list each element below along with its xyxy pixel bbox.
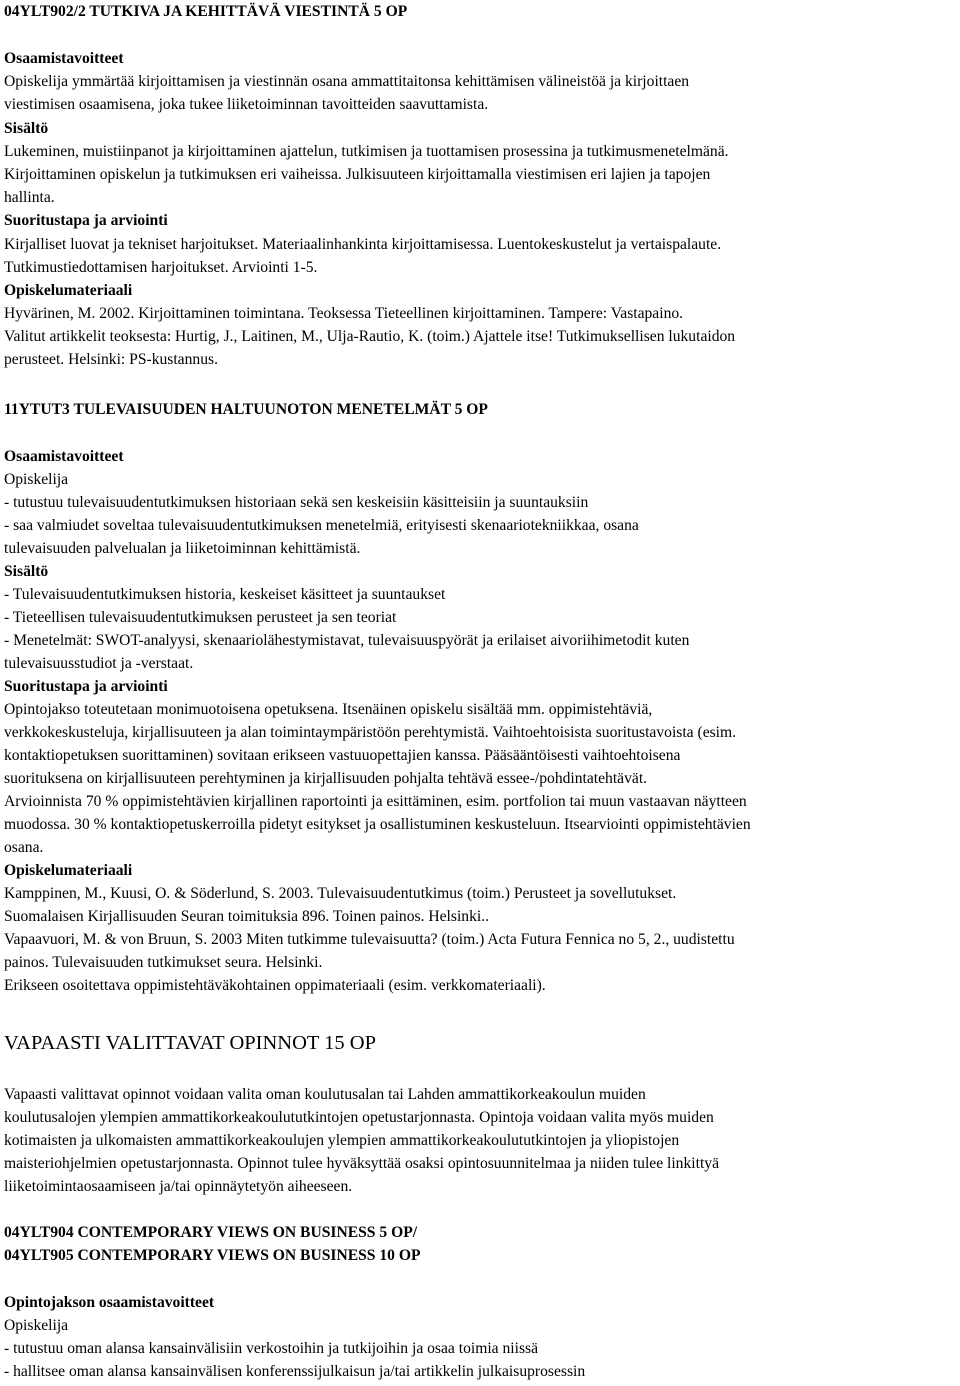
section-heading-sisalto: Sisältö (4, 563, 49, 580)
body-line: perusteet. Helsinki: PS-kustannus. (4, 351, 218, 368)
body-line: - saa valmiudet soveltaa tulevaisuudentutkimuksen menetelmiä, erityisesti skenaariotekniikkaa, osana (4, 517, 639, 534)
body-line: - tutustuu tulevaisuudentutkimuksen historiaan sekä sen keskeisiin käsitteisiin ja suuntauksiin (4, 494, 589, 511)
body-line: Hyvärinen, M. 2002. Kirjoittaminen toimintana. Teoksessa Tieteellinen kirjoittaminen. Tampere: Vastapaino. (4, 305, 684, 322)
body-line: kontaktiopetuksen suorittaminen) sovitaan erikseen vastuuopettajien kanssa. Pääsääntöisesti vaihtoehtoisena (4, 747, 681, 764)
body-line: suorituksena on kirjallisuuteen perehtyminen ja kirjallisuuden pohjalta tehtävä essee-/pohdintatehtävät. (4, 770, 648, 787)
body-line: - Tieteellisen tulevaisuudentutkimuksen perusteet ja sen teoriat (4, 609, 397, 626)
section-heading-suoritustapa: Suoritustapa ja arviointi (4, 678, 168, 695)
body-line: liiketoimintaosaamiseen ja/tai opinnäytetyön aiheeseen. (4, 1178, 353, 1195)
body-line: tulevaisuuden palvelualan ja liiketoiminnan kehittämistä. (4, 540, 361, 557)
body-line: - Menetelmät: SWOT-analyysi, skenaariolähestymistavat, tulevaisuuspyörät ja erilaiset aivoriihimetodit kuten (4, 632, 690, 649)
body-line: Kirjoittaminen opiskelun ja tutkimuksen eri vaiheissa. Julkisuuteen kirjoittamalla viestimisen eri lajien ja tapojen (4, 166, 711, 183)
chapter-title: VAPAASTI VALITTAVAT OPINNOT 15 OP (4, 1032, 377, 1054)
body-line: Suomalaisen Kirjallisuuden Seuran toimituksia 896. Toinen painos. Helsinki.. (4, 908, 490, 925)
body-line: hallinta. (4, 189, 55, 206)
course-title: 04YLT902/2 TUTKIVA JA KEHITTÄVÄ VIESTINTÄ 5 OP (4, 3, 408, 20)
section-heading-materiaali: Opiskelumateriaali (4, 862, 133, 879)
body-line: - tutustuu oman alansa kansainvälisiin verkostoihin ja tutkijoihin ja osaa toimia niissä (4, 1340, 539, 1357)
body-line: Vapaavuori, M. & von Bruun, S. 2003 Miten tutkimme tulevaisuutta? (toim.) Acta Futura Fennica no 5, 2., uudistettu (4, 931, 735, 948)
body-line: Valitut artikkelit teoksesta: Hurtig, J., Laitinen, M., Ulja-Rautio, K. (toim.) Ajattele itse! Tutkimuksellisen lukutaidon (4, 328, 736, 345)
section-heading-sisalto: Sisältö (4, 120, 49, 137)
body-line: Lukeminen, muistiinpanot ja kirjoittaminen ajattelun, tutkimisen ja tuottamisen prosessina ja tutkimusmenetelmänä. (4, 143, 729, 160)
body-line: Opintojakso toteutetaan monimuotoisena opetuksena. Itsenäinen opiskelu sisältää mm. oppimistehtäviä, (4, 701, 653, 718)
body-line: Kamppinen, M., Kuusi, O. & Söderlund, S. 2003. Tulevaisuudentutkimus (toim.) Perusteet ja sovellutukset. (4, 885, 677, 902)
section-heading-materiaali: Opiskelumateriaali (4, 282, 133, 299)
body-line: maisteriohjelmien opetustarjonnasta. Opinnot tulee hyväksyttää osaksi opintosuunnitelmaa ja niiden tulee linkittyä (4, 1155, 719, 1172)
section-heading-osaamistavoitteet: Osaamistavoitteet (4, 448, 124, 465)
body-line: Erikseen osoitettava oppimistehtäväkohtainen oppimateriaali (esim. verkkomateriaali). (4, 977, 546, 994)
body-line: muodossa. 30 % kontaktiopetuskerroilla pidetyt esitykset ja osallistuminen keskusteluun. Itsearviointi oppimistehtävien (4, 816, 751, 833)
body-line: Opiskelija (4, 1317, 69, 1334)
body-line: Arvioinnista 70 % oppimistehtävien kirjallinen raportointi ja esittäminen, esim. portfolion tai muun vastaavan näytteen (4, 793, 747, 810)
body-line: - hallitsee oman alansa kansainvälisen konferenssijulkaisun ja/tai artikkelin julkaisuprosessin (4, 1363, 586, 1380)
body-line: osana. (4, 839, 44, 856)
body-line: koulutusalojen ylempien ammattikorkeakoulututkintojen opetustarjonnasta. Opintoja voidaan valita myös muiden (4, 1109, 714, 1126)
course-title: 11YTUT3 TULEVAISUUDEN HALTUUNOTON MENETELMÄT 5 OP (4, 401, 488, 418)
body-line: Vapaasti valittavat opinnot voidaan valita oman koulutusalan tai Lahden ammattikorkeakoulun muiden (4, 1086, 646, 1103)
section-heading-suoritustapa: Suoritustapa ja arviointi (4, 212, 168, 229)
body-line: Opiskelija (4, 471, 69, 488)
course-title: 04YLT905 CONTEMPORARY VIEWS ON BUSINESS 10 OP (4, 1247, 421, 1264)
body-line: tulevaisuusstudiot ja -verstaat. (4, 655, 194, 672)
body-line: Opiskelija ymmärtää kirjoittamisen ja viestinnän osana ammattitaitonsa kehittämisen välineistöä ja kirjoittaen (4, 73, 690, 90)
section-heading-osaamistavoitteet: Opintojakson osaamistavoitteet (4, 1294, 215, 1311)
course-title: 04YLT904 CONTEMPORARY VIEWS ON BUSINESS 5 OP/ (4, 1224, 418, 1241)
body-line: Tutkimustiedottamisen harjoitukset. Arviointi 1-5. (4, 259, 318, 276)
body-line: Kirjalliset luovat ja tekniset harjoitukset. Materiaalinhankinta kirjoittamisessa. Luentokeskustelut ja vertaispalaute. (4, 236, 722, 253)
body-line: painos. Tulevaisuuden tutkimukset seura. Helsinki. (4, 954, 323, 971)
section-heading-osaamistavoitteet: Osaamistavoitteet (4, 50, 124, 67)
body-line: - Tulevaisuudentutkimuksen historia, keskeiset käsitteet ja suuntaukset (4, 586, 446, 603)
body-line: verkkokeskusteluja, kirjallisuuteen ja alan toimintaympäristöön perehtymistä. Vaihtoehtoisista suoritustavoista (esim. (4, 724, 737, 741)
body-line: viestimisen osaamisena, joka tukee liiketoiminnan tavoitteiden saavuttamista. (4, 96, 489, 113)
body-line: kotimaisten ja ulkomaisten ammattikorkeakoulujen ylempien ammattikorkeakoulututkintojen ja yliopistojen (4, 1132, 680, 1149)
